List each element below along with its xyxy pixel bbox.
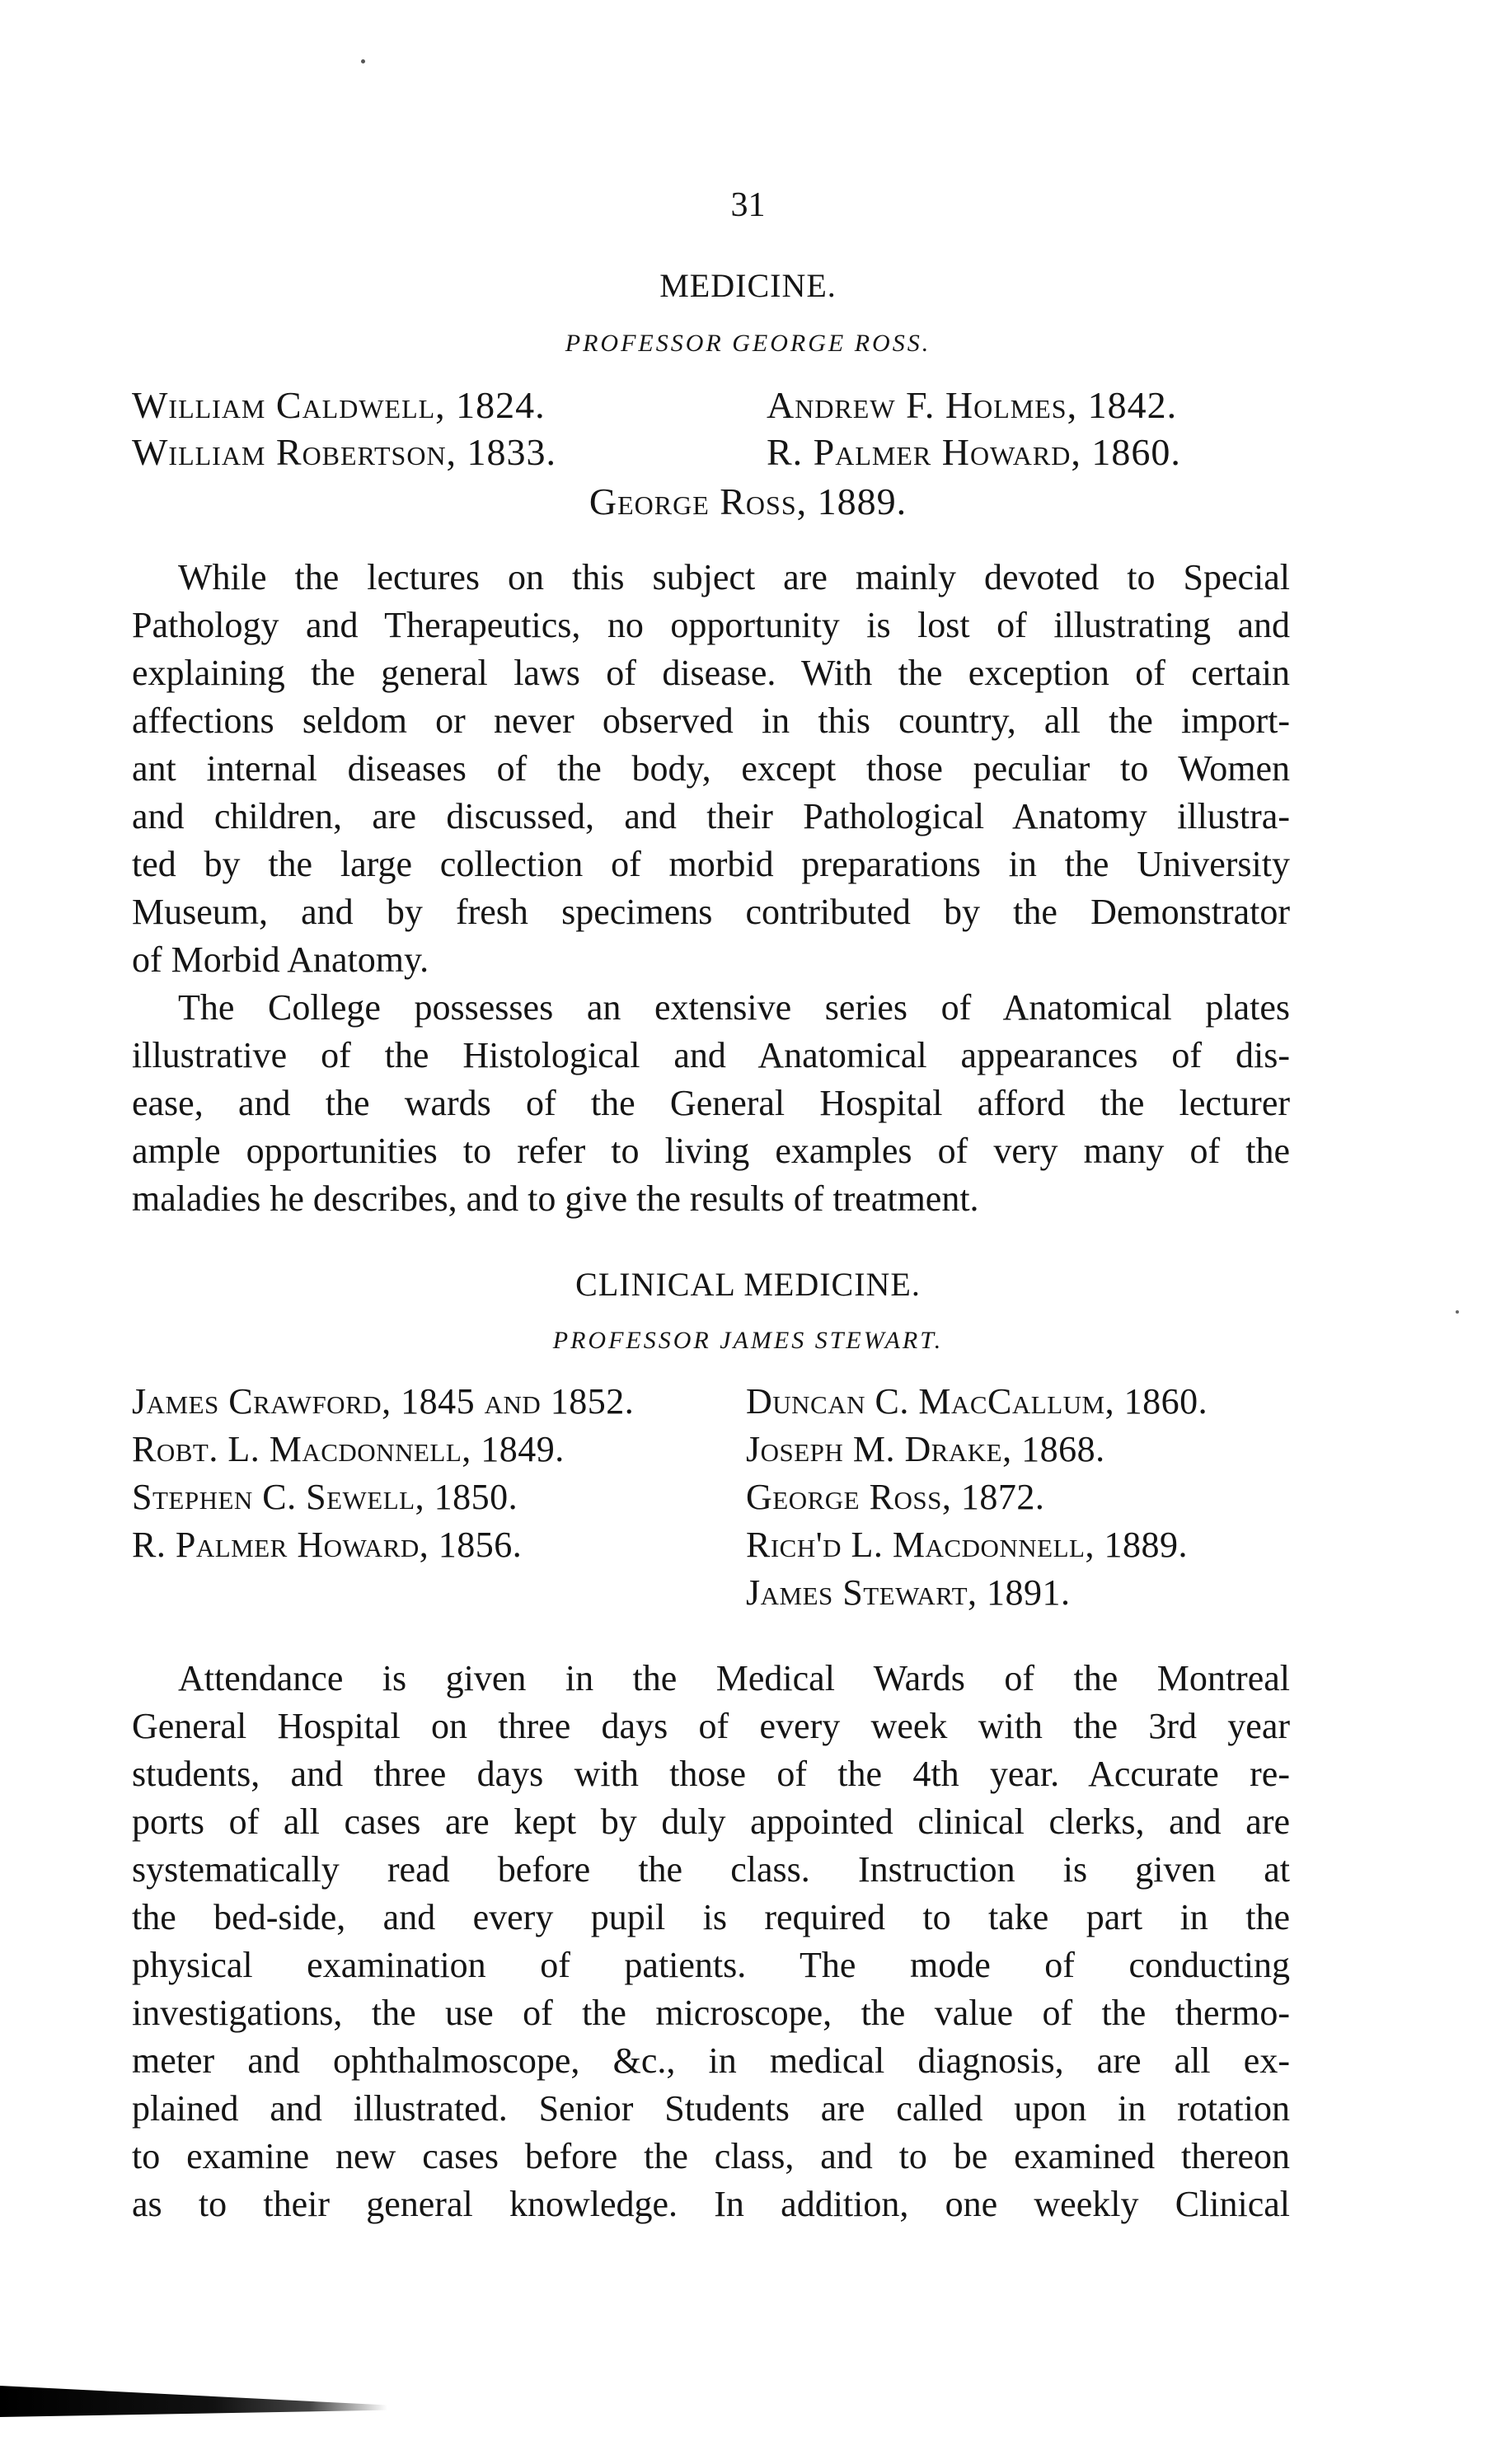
scan-speck xyxy=(1456,1310,1459,1314)
paragraph-clinical-medicine xyxy=(132,1655,1290,2228)
name-entry: George Ross, 1872. xyxy=(746,1477,1045,1517)
name-entry: Robt. L. Macdonnell, 1849. xyxy=(132,1429,565,1469)
text-line: illustrative of the Histological and Anatomical appearances of dis- xyxy=(132,1035,1290,1075)
text-line: While the lectures on this subject are mainly devoted to Special xyxy=(178,557,1290,597)
text-line: and children, are discussed, and their Pathological Anatomy illustra- xyxy=(132,796,1290,836)
name-entry: R. Palmer Howard, 1860. xyxy=(767,431,1181,473)
text-line: plained and illustrated. Senior Students are called upon in rotation xyxy=(132,2088,1290,2129)
text-line: the bed-side, and every pupil is required to take part in the xyxy=(132,1897,1290,1937)
section-title-clinical-medicine: CLINICAL MEDICINE. xyxy=(575,1266,921,1303)
text-line: ports of all cases are kept by duly appointed clinical clerks, and are xyxy=(132,1801,1290,1842)
name-entry: William Caldwell, 1824. xyxy=(132,384,546,426)
name-entry: Andrew F. Holmes, 1842. xyxy=(767,384,1178,426)
text-line: systematically read before the class. Instruction is given at xyxy=(132,1849,1290,1890)
page-number: 31 xyxy=(730,186,766,224)
text-line: explaining the general laws of disease. With the exception of certain xyxy=(132,653,1290,693)
paragraph-medicine-1 xyxy=(132,554,1290,984)
text-line: Museum, and by fresh specimens contributed by the Demonstrator xyxy=(132,892,1290,932)
text-line: ease, and the wards of the General Hospital afford the lecturer xyxy=(132,1083,1290,1123)
text-line: maladies he describes, and to give the results of treatment. xyxy=(132,1178,979,1219)
professor-line-clinical-medicine: PROFESSOR JAMES STEWART. xyxy=(552,1327,944,1354)
text-line: physical examination of patients. The mode of conducting xyxy=(132,1945,1290,1985)
text-line: ant internal diseases of the body, except those peculiar to Women xyxy=(132,748,1290,789)
name-entry: James Stewart, 1891. xyxy=(746,1572,1071,1613)
paragraph-medicine-2 xyxy=(132,984,1290,1223)
name-entry: William Robertson, 1833. xyxy=(132,431,557,473)
scan-speck xyxy=(361,59,365,63)
text-line: affections seldom or never observed in this country, all the import- xyxy=(132,700,1290,741)
text-line: to examine new cases before the class, and to be examined thereon xyxy=(132,2136,1290,2176)
name-entry: Duncan C. MacCallum, 1860. xyxy=(746,1381,1208,1422)
section-title-medicine: MEDICINE. xyxy=(659,267,837,304)
name-entry: Joseph M. Drake, 1868. xyxy=(746,1429,1105,1469)
text-line: as to their general knowledge. In addition, one weekly Clinical xyxy=(132,2184,1290,2224)
text-line: Attendance is given in the Medical Wards of the Montreal xyxy=(178,1658,1290,1698)
text-line: investigations, the use of the microscope, the value of the thermo- xyxy=(132,1993,1290,2033)
professor-line-medicine: PROFESSOR GEORGE ROSS. xyxy=(565,330,931,357)
name-entry: George Ross, 1889. xyxy=(589,480,907,522)
text-line: The College possesses an extensive series of Anatomical plates xyxy=(178,987,1290,1028)
text-line: Pathology and Therapeutics, no opportunity is lost of illustrating and xyxy=(132,605,1290,645)
name-entry: Stephen C. Sewell, 1850. xyxy=(132,1477,518,1517)
text-line: students, and three days with those of the 4th year. Accurate re- xyxy=(132,1754,1290,1794)
text-line: ted by the large collection of morbid preparations in the University xyxy=(132,844,1290,884)
text-line: General Hospital on three days of every week with the 3rd year xyxy=(132,1706,1290,1746)
name-entry: R. Palmer Howard, 1856. xyxy=(132,1525,523,1565)
text-line: of Morbid Anatomy. xyxy=(132,939,429,980)
text-line: ample opportunities to refer to living examples of very many of the xyxy=(132,1131,1290,1171)
name-entry: Rich'd L. Macdonnell, 1889. xyxy=(746,1525,1188,1565)
name-entry: James Crawford, 1845 and 1852. xyxy=(132,1381,635,1422)
text-line: meter and ophthalmoscope, &c., in medical diagnosis, are all ex- xyxy=(132,2040,1290,2081)
scan-edge-shadow xyxy=(0,2386,387,2417)
